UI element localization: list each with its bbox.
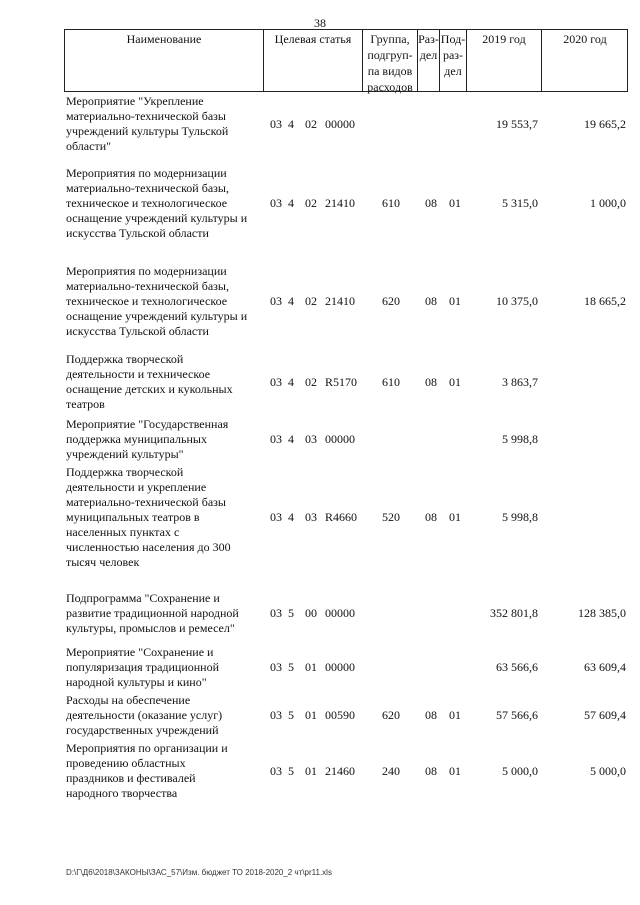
code-part-1: 03	[270, 606, 282, 620]
code-part-4: 21410	[325, 196, 355, 210]
code-part-4: 00590	[325, 708, 355, 722]
section-code: 08	[425, 375, 437, 389]
subsection-code: 01	[449, 294, 461, 308]
amount-2019: 352 801,8	[490, 606, 538, 620]
code-part-4: 21460	[325, 764, 355, 778]
amount-2019: 10 375,0	[496, 294, 538, 308]
code-part-1: 03	[270, 375, 282, 389]
code-part-2: 4	[288, 375, 294, 389]
code-part-4: 00000	[325, 432, 355, 446]
code-part-4: 00000	[325, 660, 355, 674]
group-code: 620	[382, 294, 400, 308]
code-part-2: 4	[288, 117, 294, 131]
amount-2019: 5 998,8	[502, 510, 538, 524]
header-section: Раз- дел	[417, 29, 439, 92]
file-path-footer: D:\Г\Д6\2018\ЗАКОНЫ\ЗАС_57\Изм. бюджет ТО 2018-2020_2 чт\pr11.xls	[66, 868, 332, 877]
group-code: 240	[382, 764, 400, 778]
group-code: 620	[382, 708, 400, 722]
code-part-3: 02	[305, 375, 317, 389]
code-part-4: 00000	[325, 117, 355, 131]
code-part-1: 03	[270, 117, 282, 131]
row-name: Мероприятие "Укрепление материально-технической базы учреждений культуры Тульской области"	[66, 94, 229, 153]
code-part-2: 5	[288, 606, 294, 620]
amount-2019: 63 566,6	[496, 660, 538, 674]
code-part-4: R4660	[325, 510, 358, 524]
amount-2019: 57 566,6	[496, 708, 538, 722]
row-name: Поддержка творческой деятельности и техническое оснащение детских и кукольных театров	[66, 352, 233, 411]
row-name: Мероприятия по организации и проведению областных праздников и фестивалей народного творчества	[66, 741, 228, 800]
section-code: 08	[425, 196, 437, 210]
header-name: Наименование	[64, 29, 263, 92]
code-part-4: R5170	[325, 375, 358, 389]
section-code: 08	[425, 764, 437, 778]
code-part-2: 4	[288, 196, 294, 210]
code-part-3: 02	[305, 196, 317, 210]
code-part-1: 03	[270, 196, 282, 210]
row-name: Поддержка творческой деятельности и укрепление материально-технической базы муниципальных театров в населенных пунктах с численностью населения до 300 тысяч человек	[66, 465, 231, 569]
amount-2020: 19 665,2	[584, 117, 626, 131]
subsection-code: 01	[449, 510, 461, 524]
code-part-3: 03	[305, 510, 317, 524]
code-part-3: 02	[305, 294, 317, 308]
subsection-code: 01	[449, 196, 461, 210]
group-code: 610	[382, 375, 400, 389]
subsection-code: 01	[449, 764, 461, 778]
code-part-2: 4	[288, 510, 294, 524]
table-header	[64, 29, 628, 92]
section-code: 08	[425, 708, 437, 722]
code-part-4: 00000	[325, 606, 355, 620]
code-part-3: 01	[305, 660, 317, 674]
row-name: Расходы на обеспечение деятельности (оказание услуг) государственных учреждений	[66, 693, 223, 737]
row-name: Мероприятие "Сохранение и популяризация традиционной народной культуры и кино"	[66, 645, 220, 689]
amount-2019: 5 000,0	[502, 764, 538, 778]
page-number: 38	[314, 16, 326, 30]
code-part-3: 00	[305, 606, 317, 620]
code-part-1: 03	[270, 764, 282, 778]
code-part-3: 03	[305, 432, 317, 446]
code-part-1: 03	[270, 708, 282, 722]
code-part-1: 03	[270, 432, 282, 446]
row-name: Мероприятия по модернизации материально-технической базы, техническое и технологическое оснащение учреждений культуры и искусства Тульской области	[66, 166, 248, 240]
header-target: Целевая статья	[263, 29, 362, 92]
code-part-1: 03	[270, 294, 282, 308]
amount-2020: 128 385,0	[578, 606, 626, 620]
header-group: Группа, подгруп- па видов расходов	[362, 29, 417, 92]
code-part-3: 01	[305, 764, 317, 778]
section-code: 08	[425, 510, 437, 524]
amount-2020: 18 665,2	[584, 294, 626, 308]
code-part-2: 5	[288, 708, 294, 722]
row-name: Мероприятие "Государственная поддержка муниципальных учреждений культуры"	[66, 417, 229, 461]
amount-2020: 5 000,0	[590, 764, 626, 778]
header-year-2019: 2019 год	[466, 29, 541, 92]
amount-2020: 63 609,4	[584, 660, 626, 674]
amount-2020: 1 000,0	[590, 196, 626, 210]
subsection-code: 01	[449, 375, 461, 389]
amount-2020: 57 609,4	[584, 708, 626, 722]
code-part-1: 03	[270, 660, 282, 674]
subsection-code: 01	[449, 708, 461, 722]
code-part-2: 5	[288, 660, 294, 674]
code-part-3: 02	[305, 117, 317, 131]
code-part-1: 03	[270, 510, 282, 524]
code-part-2: 4	[288, 294, 294, 308]
amount-2019: 19 553,7	[496, 117, 538, 131]
header-year-2020: 2020 год	[541, 29, 628, 92]
code-part-2: 5	[288, 764, 294, 778]
code-part-4: 21410	[325, 294, 355, 308]
code-part-3: 01	[305, 708, 317, 722]
group-code: 520	[382, 510, 400, 524]
row-name: Мероприятия по модернизации материально-технической базы, техническое и технологическое оснащение учреждений культуры и искусства Тульской области	[66, 264, 248, 338]
amount-2019: 3 863,7	[502, 375, 538, 389]
row-name: Подпрограмма "Сохранение и развитие традиционной народной культуры, промыслов и ремесел"	[66, 591, 239, 635]
code-part-2: 4	[288, 432, 294, 446]
amount-2019: 5 998,8	[502, 432, 538, 446]
section-code: 08	[425, 294, 437, 308]
header-subsection: Под- раз- дел	[439, 29, 466, 92]
group-code: 610	[382, 196, 400, 210]
amount-2019: 5 315,0	[502, 196, 538, 210]
